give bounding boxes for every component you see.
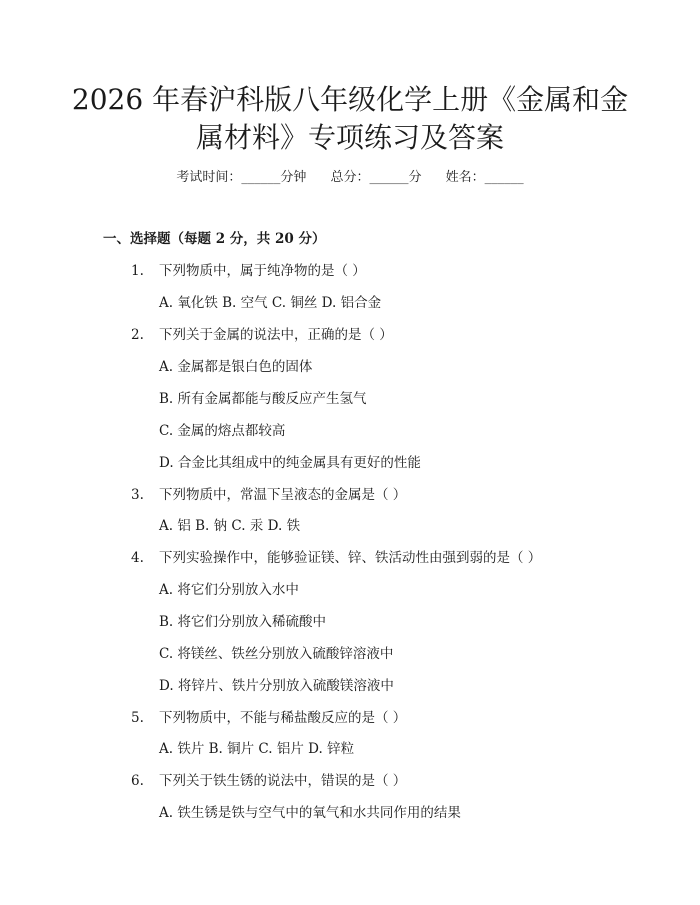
question — [131, 485, 406, 505]
question — [131, 548, 541, 568]
document-title-line-2: 属材料》专项练习及答案 — [195, 121, 504, 154]
question-option: A. 氧化铁 B. 空气 C. 铜丝 D. 铝合金 — [159, 295, 382, 311]
section-heading: 一、选择题（每题 2 分，共 20 分） — [103, 231, 326, 247]
question-text: 下列关于铁生锈的说法中，错误的是（ ） — [159, 773, 407, 789]
exam-name: 姓名：______ — [445, 170, 524, 185]
exam-meta — [0, 168, 700, 188]
question-number: 2. — [131, 327, 144, 343]
exam-score: 总分：______分 — [330, 170, 422, 185]
question — [131, 325, 393, 345]
question-number: 6. — [131, 773, 144, 789]
question-option: A. 金属都是银白色的固体 — [159, 359, 313, 375]
document-title-line-1: 2026 年春沪科版八年级化学上册《金属和金 — [71, 83, 629, 116]
question-text: 下列物质中，属于纯净物的是（ ） — [159, 263, 366, 279]
question-text: 下列关于金属的说法中，正确的是（ ） — [159, 327, 393, 343]
question-option: A. 铁片 B. 铜片 C. 铝片 D. 锌粒 — [159, 741, 355, 757]
question — [131, 708, 406, 728]
question — [131, 771, 406, 791]
question-option: A. 铝 B. 钠 C. 汞 D. 铁 — [159, 518, 301, 534]
question-number: 5. — [131, 710, 144, 726]
question — [131, 261, 366, 281]
question-option: B. 所有金属都能与酸反应产生氢气 — [159, 391, 367, 407]
question-option: D. 合金比其组成中的纯金属具有更好的性能 — [159, 455, 421, 471]
question-number: 4. — [131, 550, 144, 566]
question-option: D. 将锌片、铁片分别放入硫酸镁溶液中 — [159, 678, 394, 694]
question-number: 3. — [131, 487, 144, 503]
question-option: A. 将它们分别放入水中 — [159, 582, 299, 598]
question-option: B. 将它们分别放入稀硫酸中 — [159, 614, 327, 630]
question-text: 下列物质中，不能与稀盐酸反应的是（ ） — [159, 710, 407, 726]
question-text: 下列物质中，常温下呈液态的金属是（ ） — [159, 487, 407, 503]
question-number: 1. — [131, 263, 144, 279]
question-option: C. 金属的熔点都较高 — [159, 423, 286, 439]
question-option: C. 将镁丝、铁丝分别放入硫酸锌溶液中 — [159, 646, 394, 662]
exam-time: 考试时间：______分钟 — [176, 170, 307, 185]
question-text: 下列实验操作中，能够验证镁、锌、铁活动性由强到弱的是（ ） — [159, 550, 542, 566]
question-option: A. 铁生锈是铁与空气中的氧气和水共同作用的结果 — [159, 805, 461, 821]
